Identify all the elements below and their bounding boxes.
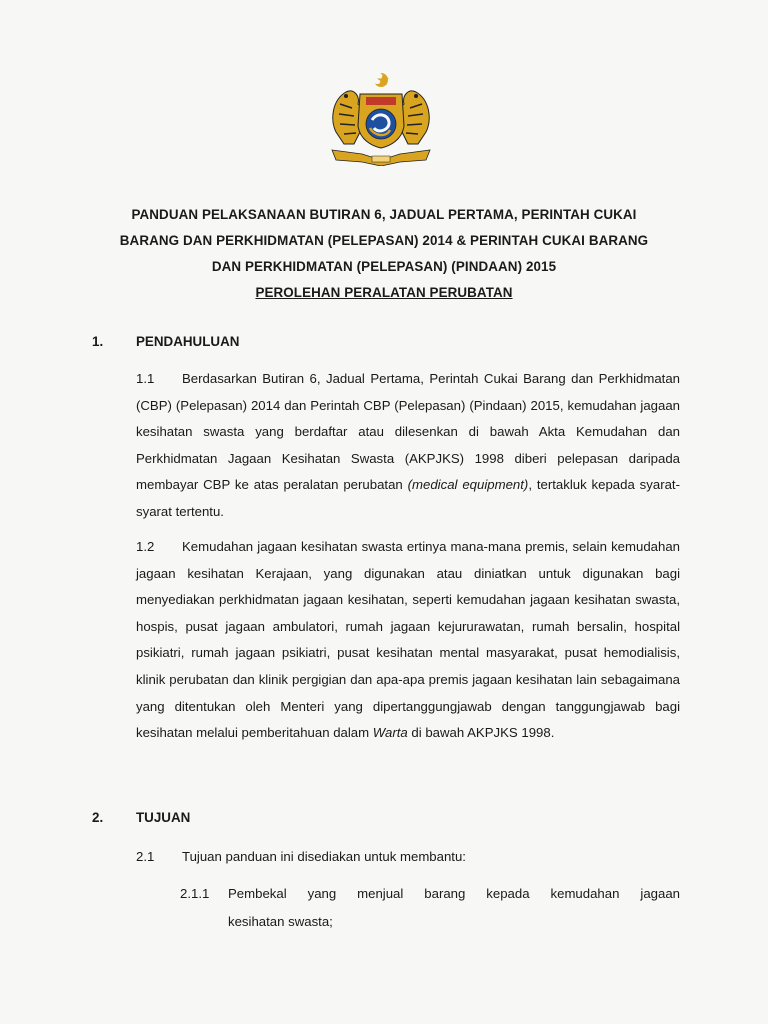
title-line-1: PANDUAN PELAKSANAAN BUTIRAN 6, JADUAL PERTAMA, PERINTAH CUKAI	[131, 207, 637, 222]
section-2-number: 2.	[92, 810, 104, 825]
paragraph-1-1	[136, 366, 680, 526]
title-line-2: BARANG DAN PERKHIDMATAN (PELEPASAN) 2014 & PERINTAH CUKAI BARANG	[119, 233, 649, 248]
paragraph-2-1-1-number: 2.1.1	[180, 886, 210, 901]
paragraph-1-2	[136, 534, 680, 747]
paragraph-1-2-number: 1.2	[136, 539, 155, 554]
section-1-number: 1.	[92, 334, 104, 349]
malaysia-coat-of-arms-icon	[322, 70, 440, 166]
paragraph-1-1-italic: (medical equipment)	[407, 477, 529, 493]
section-1-title: PENDAHULUAN	[136, 334, 240, 349]
paragraph-2-1-1	[180, 880, 680, 936]
paragraph-2-1	[136, 844, 466, 870]
paragraph-1-2-italic: Warta	[372, 725, 408, 741]
document-subtitle: PEROLEHAN PERALATAN PERUBATAN	[255, 285, 513, 300]
title-line-3: DAN PERKHIDMATAN (PELEPASAN) (PINDAAN) 2015	[211, 259, 557, 274]
paragraph-2-1-number: 2.1	[136, 849, 155, 864]
paragraph-1-2-text-a: Kemudahan jagaan kesihatan swasta ertinya mana-mana premis, selain kemudahan jagaan kesihatan Kerajaan, yang digunakan atau diniatkan untuk digunakan bagi menyediakan perkhidmatan jagaan kesihatan, seperti kemudahan jagaan kesihatan swasta, hospis, pusat jagaan ambulatori, rumah jagaan kejururawatan, rumah bersalin, hospital psikiatri, rumah jagaan psikiatri, pusat kesihatan mental masyarakat, pusat hemodialisis, klinik perubatan dan klinik pergigian dan apa-apa premis jagaan kesihatan lain sebagaimana yang ditentukan oleh Menteri yang dipertanggungjawab dengan tanggungjawab bagi kesihatan melalui pemberitahuan dalam	[136, 539, 680, 741]
paragraph-1-1-text-a: Berdasarkan Butiran 6, Jadual Pertama, Perintah Cukai Barang dan Perkhidmatan (CBP) (Pelepasan) 2014 dan Perintah CBP (Pelepasan) (Pindaan) 2015, kemudahan jagaan kesihatan swasta yang berdaftar atau dilesenkan di bawah Akta Kemudahan dan Perkhidmatan Jagaan Kesihatan Swasta (AKPJKS) 1998 diberi pelepasan daripada membayar CBP ke atas peralatan perubatan	[136, 371, 680, 493]
paragraph-2-1-1-line-2: kesihatan swasta;	[228, 914, 333, 929]
paragraph-1-1-number: 1.1	[136, 371, 155, 386]
section-2-title: TUJUAN	[136, 810, 191, 825]
paragraph-1-2-text-b: di bawah AKPJKS 1998.	[407, 725, 555, 741]
paragraph-2-1-text: Tujuan panduan ini disediakan untuk membantu:	[182, 849, 466, 864]
paragraph-1-1-text-b: , tertakluk kepada syarat-syarat tertentu.	[136, 477, 680, 519]
document-title	[80, 202, 688, 306]
paragraph-2-1-1-line-1: Pembekal yang menjual barang kepada kemudahan jagaan	[228, 886, 680, 901]
